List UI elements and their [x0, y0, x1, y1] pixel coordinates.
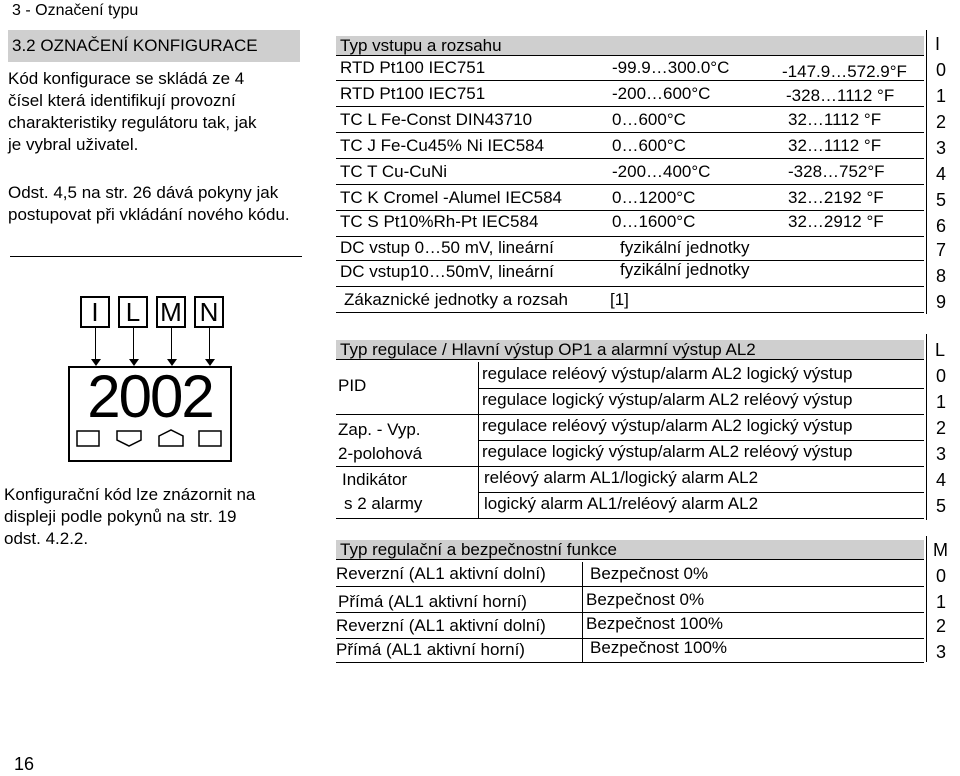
- input-name: TC S Pt10%Rh-Pt IEC584: [340, 212, 539, 231]
- range-celsius: 0…600°C: [612, 136, 686, 155]
- input-name: TC L Fe-Const DIN43710: [340, 110, 533, 129]
- range-celsius: 0…1200°C: [612, 188, 696, 207]
- input-name: TC K Cromel -Alumel IEC584: [340, 188, 563, 207]
- table-header: Typ regulace / Hlavní výstup OP1 a alarmní výstup AL2: [336, 340, 924, 360]
- code-letter-box-n: N: [194, 296, 224, 328]
- intro-line: čísel která identifikují provozní: [8, 91, 236, 110]
- key-rectangle-icon: [76, 428, 100, 448]
- control-desc: regulace reléový výstup/alarm AL2 logický výstup: [482, 416, 853, 435]
- code-column-divider: [926, 536, 927, 662]
- row-divider: [336, 662, 924, 663]
- code-letter-box-l: L: [118, 296, 148, 328]
- connector-line: [171, 328, 172, 360]
- divider: [10, 256, 302, 257]
- row-divider: [336, 80, 924, 81]
- code-value: 0: [936, 366, 947, 386]
- range-celsius: fyzikální jednotky: [620, 260, 750, 279]
- intro-line: je vybral uživatel.: [8, 135, 139, 154]
- range-fahrenheit: 32…1112 °F: [788, 136, 882, 155]
- code-value: 3: [936, 642, 947, 662]
- code-value: 1: [936, 86, 947, 106]
- code-value: 1: [936, 592, 947, 612]
- caption-line: odst. 4.2.2.: [4, 529, 89, 548]
- control-desc: reléový alarm AL1/logický alarm AL2: [484, 468, 759, 487]
- control-desc: regulace logický výstup/alarm AL2 reléový výstup: [482, 390, 853, 409]
- code-value: 5: [936, 496, 947, 516]
- intro-line: Odst. 4,5 na str. 26 dává pokyny jak: [8, 183, 279, 202]
- range-celsius: 0…1600°C: [612, 212, 696, 231]
- action-label: Přímá (AL1 aktivní horní): [336, 640, 525, 659]
- caption-line: Konfigurační kód lze znázornit na: [4, 485, 256, 504]
- code-letter-box-i: I: [80, 296, 110, 328]
- code-value: 5: [936, 190, 947, 210]
- range-celsius: 0…600°C: [612, 110, 686, 129]
- group-label-2pos: 2-polohová: [338, 444, 423, 463]
- input-name: RTD Pt100 IEC751: [340, 84, 486, 103]
- connector-line: [209, 328, 210, 360]
- row-divider: [336, 236, 924, 237]
- code-value: 4: [936, 470, 947, 490]
- input-name: Zákaznické jednotky a rozsah: [344, 290, 568, 309]
- row-divider: [336, 312, 924, 313]
- group-label-onoff: Zap. - Vyp.: [338, 420, 421, 439]
- range-celsius: fyzikální jednotky: [620, 238, 750, 257]
- table-header: Typ vstupu a rozsahu: [336, 36, 924, 56]
- range-fahrenheit: 32…2192 °F: [788, 188, 884, 207]
- safety-value: Bezpečnost 0%: [586, 590, 705, 609]
- range-celsius: -200…400°C: [612, 162, 711, 181]
- row-divider: [336, 210, 924, 211]
- code-value: 3: [936, 138, 947, 158]
- row-divider: [336, 414, 924, 415]
- control-desc: regulace reléový výstup/alarm AL2 logický výstup: [482, 364, 853, 383]
- group-label-2alarms: s 2 alarmy: [344, 494, 423, 513]
- connector-line: [133, 328, 134, 360]
- row-divider: [478, 492, 924, 493]
- row-divider: [336, 132, 924, 133]
- column-letter: L: [935, 340, 946, 360]
- code-value: 1: [936, 392, 947, 412]
- code-value: 3: [936, 444, 947, 464]
- group-label-indicator: Indikátor: [342, 470, 408, 489]
- range-fahrenheit: -328…1112 °F: [786, 86, 895, 105]
- key-down-icon: [116, 428, 142, 448]
- row-divider: [336, 518, 924, 519]
- range-celsius: -200…600°C: [612, 84, 711, 103]
- column-letter: I: [935, 34, 941, 54]
- input-name: DC vstup10…50mV, lineární: [340, 262, 554, 281]
- code-value: 2: [936, 418, 947, 438]
- key-rectangle-icon: [198, 428, 222, 448]
- action-label: Reverzní (AL1 aktivní dolní): [336, 616, 546, 635]
- range-fahrenheit: -328…752°F: [788, 162, 885, 181]
- code-value: 6: [936, 216, 947, 236]
- code-value: 9: [936, 292, 947, 312]
- code-value: 0: [936, 566, 947, 586]
- action-label: Přímá (AL1 aktivní horní): [338, 592, 527, 611]
- intro-line: postupovat při vkládání nového kódu.: [8, 205, 290, 224]
- row-divider: [478, 388, 924, 389]
- page-number: 16: [14, 754, 35, 774]
- row-divider: [336, 586, 924, 587]
- intro-line: Kód konfigurace se skládá ze 4: [8, 69, 245, 88]
- table-header: Typ regulační a bezpečnostní funkce: [336, 540, 924, 560]
- code-value: 2: [936, 616, 947, 636]
- group-label-pid: PID: [338, 376, 367, 395]
- row-divider: [336, 184, 924, 185]
- code-value: 2: [936, 112, 947, 132]
- key-up-icon: [158, 428, 184, 448]
- row-divider: [336, 158, 924, 159]
- column-letter: M: [933, 540, 948, 560]
- row-divider: [478, 440, 924, 441]
- safety-value: Bezpečnost 100%: [586, 614, 724, 633]
- range-celsius: -99.9…300.0°C: [612, 58, 730, 77]
- running-header: 3 - Označení typu: [12, 2, 139, 19]
- safety-value: Bezpečnost 0%: [590, 564, 709, 583]
- control-desc: regulace logický výstup/alarm AL2 reléový výstup: [482, 442, 853, 461]
- code-letter-box-m: M: [156, 296, 186, 328]
- row-divider: [336, 612, 924, 613]
- code-value: 7: [936, 240, 947, 260]
- row-divider: [336, 466, 924, 467]
- row-divider: [336, 106, 924, 107]
- input-name: TC T Cu-CuNi: [340, 162, 448, 181]
- row-divider: [336, 286, 924, 287]
- action-label: Reverzní (AL1 aktivní dolní): [336, 564, 546, 583]
- intro-line: charakteristiky regulátoru tak, jak: [8, 113, 257, 132]
- range-celsius: [1]: [610, 290, 629, 309]
- code-value: 0: [936, 60, 947, 80]
- input-name: TC J Fe-Cu45% Ni IEC584: [340, 136, 545, 155]
- code-value: 4: [936, 164, 947, 184]
- display-value: 2002: [87, 363, 213, 430]
- input-name: DC vstup 0…50 mV, lineární: [340, 238, 554, 257]
- input-name: RTD Pt100 IEC751: [340, 58, 486, 77]
- section-title: 3.2 OZNAČENÍ KONFIGURACE: [8, 30, 300, 62]
- range-fahrenheit: 32…1112 °F: [788, 110, 882, 129]
- control-desc: logický alarm AL1/reléový alarm AL2: [484, 494, 759, 513]
- safety-value: Bezpečnost 100%: [590, 638, 728, 657]
- caption-line: displeji podle pokynů na str. 19: [4, 507, 237, 526]
- code-value: 8: [936, 266, 947, 286]
- range-fahrenheit: 32…2912 °F: [788, 212, 884, 231]
- connector-line: [95, 328, 96, 360]
- code-column-divider: [926, 334, 927, 520]
- code-column-divider: [926, 30, 927, 314]
- range-fahrenheit: -147.9…572.9°F: [782, 62, 907, 81]
